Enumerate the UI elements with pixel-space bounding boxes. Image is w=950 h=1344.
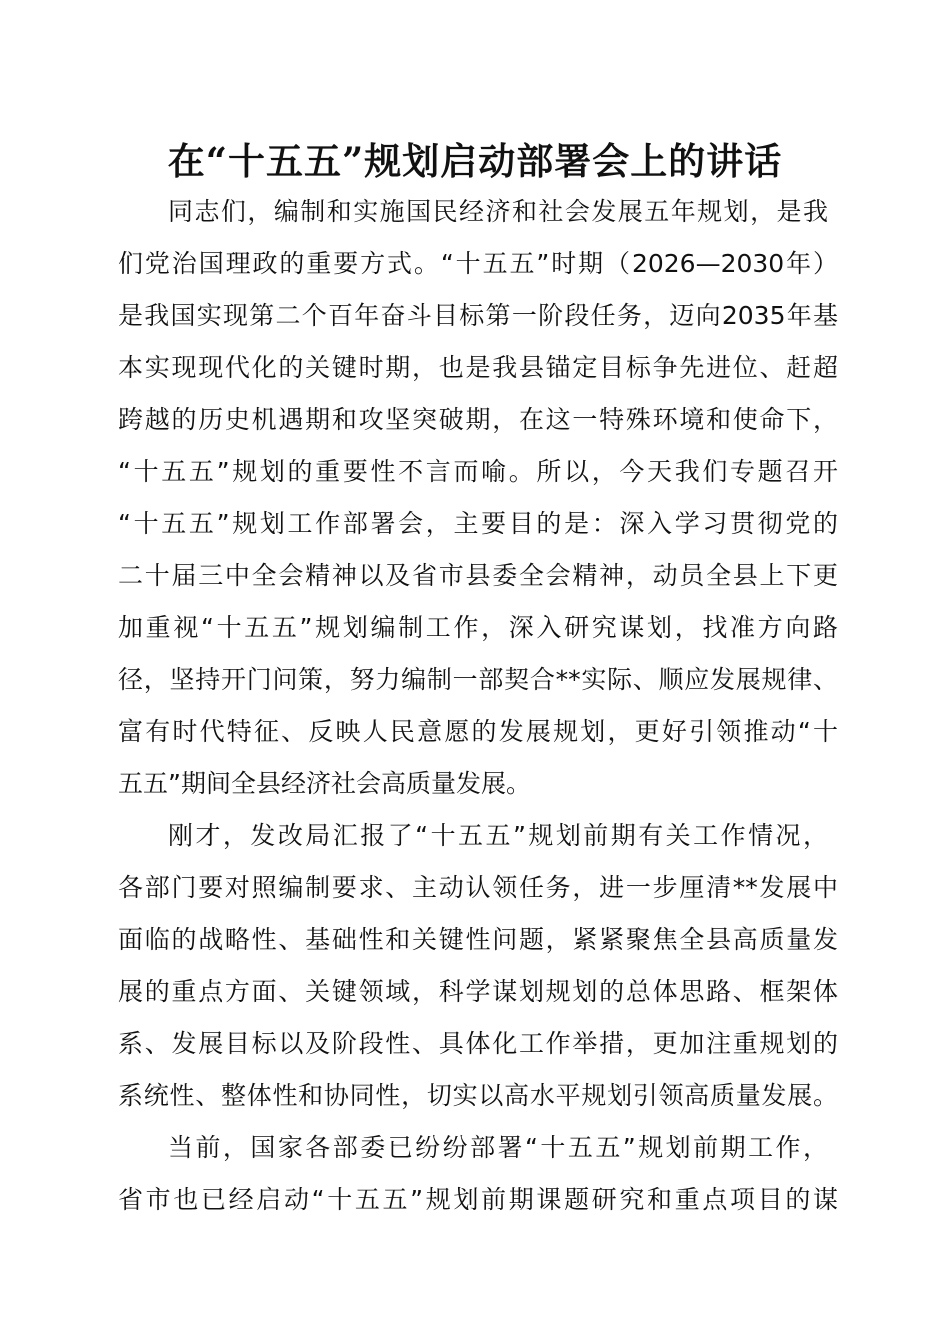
document-title: 在“十五五”规划启动部署会上的讲话 bbox=[167, 139, 783, 183]
paragraph-1-line-10: 径，坚持开门问策，努力编制一部契合**实际、顺应发展规律、 bbox=[118, 665, 838, 694]
paragraph-2-line-5: 系、发展目标以及阶段性、具体化工作举措，更加注重规划的 bbox=[118, 1029, 838, 1058]
paragraph-1-line-3: 是我国实现第二个百年奋斗目标第一阶段任务，迈向2035年基 bbox=[118, 301, 838, 330]
paragraph-1-line-5: 跨越的历史机遇期和攻坚突破期，在这一特殊环境和使命下， bbox=[118, 405, 838, 434]
paragraph-2-line-1: 刚才，发改局汇报了“十五五”规划前期有关工作情况， bbox=[168, 821, 828, 850]
paragraph-2-line-4: 展的重点方面、关键领域，科学谋划规划的总体思路、框架体 bbox=[118, 977, 838, 1006]
paragraph-1-line-11: 富有时代特征、反映人民意愿的发展规划，更好引领推动“十 bbox=[118, 717, 838, 746]
paragraph-1-line-9: 加重视“十五五”规划编制工作，深入研究谋划，找准方向路 bbox=[118, 613, 838, 642]
paragraph-2-line-3: 面临的战略性、基础性和关键性问题，紧紧聚焦全县高质量发 bbox=[118, 925, 838, 954]
paragraph-1-line-12: 五五”期间全县经济社会高质量发展。 bbox=[118, 769, 531, 798]
paragraph-1-line-6: “十五五”规划的重要性不言而喻。所以，今天我们专题召开 bbox=[118, 457, 838, 486]
paragraph-1-line-1: 同志们，编制和实施国民经济和社会发展五年规划，是我 bbox=[168, 197, 828, 226]
paragraph-1-line-8: 二十届三中全会精神以及省市县委全会精神，动员全县上下更 bbox=[118, 561, 838, 590]
paragraph-3-line-1: 当前，国家各部委已纷纷部署“十五五”规划前期工作， bbox=[168, 1133, 828, 1162]
paragraph-1-line-7: “十五五”规划工作部署会，主要目的是：深入学习贯彻党的 bbox=[118, 509, 838, 538]
paragraph-3-line-2: 省市也已经启动“十五五”规划前期课题研究和重点项目的谋 bbox=[118, 1185, 838, 1214]
paragraph-2-line-2: 各部门要对照编制要求、主动认领任务，进一步厘清**发展中 bbox=[118, 873, 838, 902]
paragraph-1-line-2: 们党治国理政的重要方式。“十五五”时期（2026—2030年） bbox=[118, 249, 838, 278]
paragraph-2-line-6: 系统性、整体性和协同性，切实以高水平规划引领高质量发展。 bbox=[118, 1081, 838, 1110]
paragraph-1-line-4: 本实现现代化的关键时期，也是我县锚定目标争先进位、赶超 bbox=[118, 353, 838, 382]
